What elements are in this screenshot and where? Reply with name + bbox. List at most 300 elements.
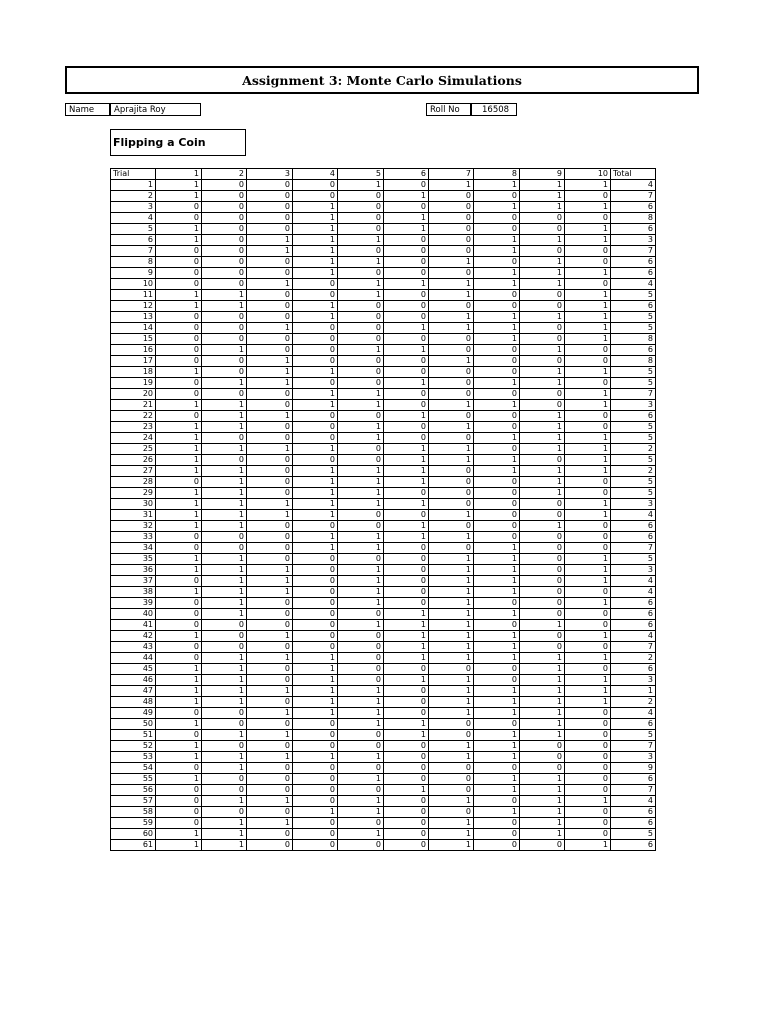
- flip-cell: 0: [247, 829, 293, 840]
- flip-cell: 1: [429, 400, 474, 411]
- flip-cell: 1: [565, 598, 611, 609]
- flip-cell: 0: [202, 543, 247, 554]
- flip-cell: 0: [247, 213, 293, 224]
- flip-cell: 1: [338, 708, 384, 719]
- flip-cell: 1: [565, 510, 611, 521]
- flip-cell: 1: [247, 510, 293, 521]
- trial-number-cell: 18: [111, 367, 156, 378]
- flip-cell: 1: [565, 202, 611, 213]
- flip-cell: 1: [338, 620, 384, 631]
- flip-cell: 1: [474, 631, 520, 642]
- flip-cell: 1: [202, 576, 247, 587]
- trial-number-cell: 42: [111, 631, 156, 642]
- table-row: [111, 312, 656, 323]
- total-cell: 5: [611, 433, 656, 444]
- flip-cell: 0: [293, 763, 338, 774]
- flip-cell: 1: [156, 400, 202, 411]
- flip-cell: 1: [202, 609, 247, 620]
- header-flip-4: 4: [293, 169, 338, 180]
- flip-cell: 1: [474, 565, 520, 576]
- total-cell: 6: [611, 818, 656, 829]
- flip-cell: 1: [384, 785, 429, 796]
- flip-cell: 0: [293, 719, 338, 730]
- flip-cell: 1: [429, 576, 474, 587]
- total-cell: 5: [611, 422, 656, 433]
- flip-cell: 0: [338, 334, 384, 345]
- name-label: Name: [65, 103, 110, 116]
- table-row: [111, 378, 656, 389]
- flip-cell: 0: [247, 642, 293, 653]
- flip-cell: 0: [384, 840, 429, 851]
- flip-cell: 0: [293, 378, 338, 389]
- flip-cell: 1: [474, 400, 520, 411]
- flip-cell: 0: [338, 411, 384, 422]
- flip-cell: 1: [429, 565, 474, 576]
- total-cell: 5: [611, 290, 656, 301]
- flip-cell: 1: [338, 697, 384, 708]
- flip-cell: 0: [156, 378, 202, 389]
- flip-cell: 0: [247, 521, 293, 532]
- flip-cell: 1: [156, 191, 202, 202]
- flip-cell: 1: [338, 576, 384, 587]
- flip-cell: 1: [565, 631, 611, 642]
- header-flip-10: 10: [565, 169, 611, 180]
- flip-cell: 0: [202, 323, 247, 334]
- flip-cell: 1: [520, 268, 565, 279]
- flip-cell: 1: [520, 312, 565, 323]
- flip-cell: 1: [474, 554, 520, 565]
- flip-cell: 1: [565, 334, 611, 345]
- flip-cell: 0: [565, 345, 611, 356]
- flip-cell: 0: [293, 180, 338, 191]
- flip-cell: 0: [384, 268, 429, 279]
- flip-cell: 1: [520, 620, 565, 631]
- total-cell: 5: [611, 312, 656, 323]
- table-row: [111, 565, 656, 576]
- flip-cell: 1: [338, 719, 384, 730]
- flip-cell: 0: [565, 774, 611, 785]
- total-cell: 6: [611, 224, 656, 235]
- flip-cell: 0: [474, 477, 520, 488]
- flip-cell: 0: [429, 345, 474, 356]
- flip-cell: 1: [338, 279, 384, 290]
- table-row: [111, 774, 656, 785]
- flip-cell: 1: [520, 686, 565, 697]
- flip-cell: 0: [474, 290, 520, 301]
- flip-cell: 1: [293, 444, 338, 455]
- flip-cell: 0: [156, 532, 202, 543]
- table-row: [111, 323, 656, 334]
- flip-cell: 0: [474, 521, 520, 532]
- flip-cell: 0: [429, 488, 474, 499]
- flip-cell: 1: [520, 675, 565, 686]
- flip-cell: 0: [156, 609, 202, 620]
- flip-cell: 0: [474, 224, 520, 235]
- trial-number-cell: 4: [111, 213, 156, 224]
- flip-cell: 0: [384, 598, 429, 609]
- flip-cell: 0: [384, 763, 429, 774]
- table-row: [111, 224, 656, 235]
- flip-cell: 0: [565, 477, 611, 488]
- flip-cell: 1: [384, 631, 429, 642]
- trial-number-cell: 30: [111, 499, 156, 510]
- flip-cell: 1: [384, 521, 429, 532]
- flip-cell: 0: [384, 565, 429, 576]
- flip-cell: 1: [565, 400, 611, 411]
- flip-cell: 1: [384, 411, 429, 422]
- flip-cell: 0: [565, 587, 611, 598]
- flip-cell: 1: [565, 499, 611, 510]
- flip-cell: 1: [156, 840, 202, 851]
- trial-number-cell: 43: [111, 642, 156, 653]
- table-row: [111, 290, 656, 301]
- flip-cell: 1: [384, 323, 429, 334]
- flip-cell: 1: [202, 345, 247, 356]
- flip-cell: 1: [429, 741, 474, 752]
- flip-cell: 0: [384, 334, 429, 345]
- table-row: [111, 477, 656, 488]
- flip-cell: 0: [338, 818, 384, 829]
- trial-number-cell: 36: [111, 565, 156, 576]
- table-row: [111, 301, 656, 312]
- trial-number-cell: 61: [111, 840, 156, 851]
- flip-cell: 0: [520, 213, 565, 224]
- flip-cell: 1: [338, 180, 384, 191]
- flip-cell: 1: [565, 686, 611, 697]
- flip-cell: 1: [520, 191, 565, 202]
- flip-cell: 0: [293, 356, 338, 367]
- flip-cell: 1: [384, 224, 429, 235]
- flip-cell: 1: [429, 829, 474, 840]
- flip-cell: 0: [202, 620, 247, 631]
- flip-cell: 0: [429, 191, 474, 202]
- table-row: [111, 422, 656, 433]
- flip-cell: 0: [429, 202, 474, 213]
- flip-cell: 0: [338, 642, 384, 653]
- flip-cell: 0: [293, 279, 338, 290]
- trial-number-cell: 14: [111, 323, 156, 334]
- flip-cell: 0: [520, 752, 565, 763]
- flip-cell: 0: [384, 202, 429, 213]
- flip-cell: 0: [247, 664, 293, 675]
- flip-cell: 0: [247, 620, 293, 631]
- flip-cell: 1: [429, 620, 474, 631]
- trial-number-cell: 31: [111, 510, 156, 521]
- flip-cell: 1: [474, 202, 520, 213]
- flip-cell: 0: [338, 653, 384, 664]
- table-row: [111, 664, 656, 675]
- flip-cell: 0: [520, 763, 565, 774]
- total-cell: 7: [611, 389, 656, 400]
- flip-cell: 1: [565, 675, 611, 686]
- flip-cell: 0: [247, 477, 293, 488]
- flip-cell: 0: [520, 301, 565, 312]
- flip-cell: 1: [156, 488, 202, 499]
- flip-cell: 0: [384, 587, 429, 598]
- table-row: [111, 609, 656, 620]
- trial-number-cell: 10: [111, 279, 156, 290]
- flip-cell: 1: [474, 686, 520, 697]
- trial-number-cell: 26: [111, 455, 156, 466]
- flip-cell: 0: [156, 213, 202, 224]
- flip-cell: 1: [247, 323, 293, 334]
- flip-cell: 1: [520, 807, 565, 818]
- total-cell: 6: [611, 609, 656, 620]
- flip-cell: 0: [247, 257, 293, 268]
- flip-cell: 0: [247, 774, 293, 785]
- flip-cell: 0: [293, 829, 338, 840]
- table-row: [111, 257, 656, 268]
- total-cell: 6: [611, 719, 656, 730]
- flip-cell: 1: [520, 202, 565, 213]
- flip-cell: 0: [520, 543, 565, 554]
- flip-cell: 1: [429, 510, 474, 521]
- total-cell: 3: [611, 400, 656, 411]
- flip-cell: 1: [520, 818, 565, 829]
- total-cell: 6: [611, 411, 656, 422]
- flip-cell: 0: [293, 323, 338, 334]
- flip-cell: 0: [247, 312, 293, 323]
- flip-cell: 1: [247, 378, 293, 389]
- flip-cell: 0: [384, 807, 429, 818]
- flip-cell: 1: [474, 543, 520, 554]
- flip-cell: 1: [156, 554, 202, 565]
- flip-cell: 0: [384, 257, 429, 268]
- flip-cell: 0: [338, 840, 384, 851]
- flip-cell: 1: [384, 455, 429, 466]
- flip-cell: 1: [156, 587, 202, 598]
- flip-cell: 0: [247, 598, 293, 609]
- flip-cell: 0: [520, 642, 565, 653]
- name-value-field[interactable]: Aprajita Roy: [110, 103, 201, 116]
- flip-cell: 1: [293, 686, 338, 697]
- flip-cell: 1: [338, 345, 384, 356]
- flip-cell: 0: [202, 455, 247, 466]
- flip-cell: 0: [565, 609, 611, 620]
- table-row: [111, 796, 656, 807]
- flip-cell: 0: [247, 697, 293, 708]
- flip-cell: 0: [565, 213, 611, 224]
- flip-cell: 1: [520, 653, 565, 664]
- flip-cell: 1: [293, 664, 338, 675]
- flip-cell: 1: [429, 444, 474, 455]
- flip-cell: 1: [520, 785, 565, 796]
- total-cell: 4: [611, 510, 656, 521]
- flip-cell: 0: [156, 653, 202, 664]
- flip-cell: 1: [565, 389, 611, 400]
- flip-cell: 0: [156, 279, 202, 290]
- flip-cell: 1: [338, 532, 384, 543]
- flip-cell: 1: [293, 367, 338, 378]
- flip-cell: 0: [474, 213, 520, 224]
- flip-cell: 0: [384, 752, 429, 763]
- flip-cell: 0: [429, 807, 474, 818]
- flip-cell: 1: [384, 609, 429, 620]
- roll-no-value-field[interactable]: 16508: [471, 103, 517, 116]
- flip-cell: 1: [384, 279, 429, 290]
- flip-cell: 1: [293, 708, 338, 719]
- coin-flip-table: [110, 168, 656, 851]
- flip-cell: 0: [338, 378, 384, 389]
- flip-cell: 0: [247, 719, 293, 730]
- flip-cell: 0: [247, 609, 293, 620]
- flip-cell: 0: [474, 488, 520, 499]
- flip-cell: 0: [429, 411, 474, 422]
- flip-cell: 0: [429, 499, 474, 510]
- flip-cell: 1: [293, 312, 338, 323]
- total-cell: 2: [611, 697, 656, 708]
- flip-cell: 1: [202, 686, 247, 697]
- flip-cell: 0: [247, 400, 293, 411]
- flip-cell: 1: [520, 719, 565, 730]
- table-row: [111, 785, 656, 796]
- flip-cell: 1: [474, 378, 520, 389]
- flip-cell: 0: [338, 455, 384, 466]
- total-cell: 1: [611, 686, 656, 697]
- flip-cell: 1: [429, 554, 474, 565]
- flip-cell: 0: [520, 455, 565, 466]
- flip-cell: 1: [429, 290, 474, 301]
- header-flip-6: 6: [384, 169, 429, 180]
- table-row: [111, 741, 656, 752]
- flip-cell: 0: [474, 818, 520, 829]
- flip-cell: 1: [520, 444, 565, 455]
- total-cell: 3: [611, 565, 656, 576]
- flip-cell: 0: [474, 719, 520, 730]
- table-row: [111, 697, 656, 708]
- flip-cell: 0: [429, 543, 474, 554]
- total-cell: 4: [611, 796, 656, 807]
- flip-cell: 1: [429, 642, 474, 653]
- table-row: [111, 268, 656, 279]
- flip-cell: 1: [429, 279, 474, 290]
- flip-cell: 0: [429, 774, 474, 785]
- flip-cell: 1: [520, 829, 565, 840]
- total-cell: 7: [611, 642, 656, 653]
- flip-cell: 1: [202, 587, 247, 598]
- flip-cell: 1: [156, 719, 202, 730]
- total-cell: 6: [611, 257, 656, 268]
- flip-cell: 1: [202, 488, 247, 499]
- flip-cell: 1: [520, 257, 565, 268]
- flip-cell: 1: [202, 796, 247, 807]
- flip-cell: 0: [156, 642, 202, 653]
- flip-cell: 1: [202, 565, 247, 576]
- flip-cell: 1: [247, 411, 293, 422]
- flip-cell: 1: [565, 180, 611, 191]
- flip-cell: 1: [520, 367, 565, 378]
- flip-cell: 1: [520, 730, 565, 741]
- flip-cell: 0: [202, 246, 247, 257]
- flip-cell: 0: [429, 785, 474, 796]
- trial-number-cell: 32: [111, 521, 156, 532]
- flip-cell: 1: [338, 389, 384, 400]
- flip-cell: 0: [338, 323, 384, 334]
- flip-cell: 0: [384, 697, 429, 708]
- total-cell: 6: [611, 620, 656, 631]
- table-row: [111, 488, 656, 499]
- flip-cell: 0: [429, 719, 474, 730]
- header-flip-3: 3: [247, 169, 293, 180]
- flip-cell: 0: [384, 829, 429, 840]
- flip-cell: 1: [293, 807, 338, 818]
- table-row: [111, 246, 656, 257]
- flip-cell: 0: [338, 741, 384, 752]
- total-cell: 2: [611, 466, 656, 477]
- total-cell: 3: [611, 752, 656, 763]
- flip-cell: 0: [293, 290, 338, 301]
- table-row: [111, 807, 656, 818]
- flip-cell: 0: [247, 301, 293, 312]
- flip-cell: 1: [156, 466, 202, 477]
- flip-cell: 0: [520, 323, 565, 334]
- flip-cell: 1: [202, 444, 247, 455]
- flip-cell: 0: [156, 543, 202, 554]
- flip-cell: 0: [247, 334, 293, 345]
- flip-cell: 0: [293, 785, 338, 796]
- flip-cell: 0: [202, 389, 247, 400]
- flip-cell: 0: [293, 631, 338, 642]
- flip-cell: 0: [565, 246, 611, 257]
- flip-cell: 0: [384, 389, 429, 400]
- flip-cell: 1: [474, 246, 520, 257]
- trial-number-cell: 21: [111, 400, 156, 411]
- total-cell: 6: [611, 345, 656, 356]
- flip-cell: 1: [474, 785, 520, 796]
- flip-cell: 1: [474, 279, 520, 290]
- total-cell: 7: [611, 785, 656, 796]
- flip-cell: 1: [293, 235, 338, 246]
- total-cell: 7: [611, 741, 656, 752]
- total-cell: 7: [611, 543, 656, 554]
- flip-cell: 1: [429, 356, 474, 367]
- flip-cell: 0: [293, 411, 338, 422]
- header-flip-5: 5: [338, 169, 384, 180]
- flip-cell: 0: [202, 774, 247, 785]
- flip-cell: 0: [520, 290, 565, 301]
- flip-cell: 0: [520, 576, 565, 587]
- flip-cell: 1: [429, 752, 474, 763]
- flip-cell: 0: [520, 609, 565, 620]
- trial-number-cell: 1: [111, 180, 156, 191]
- flip-cell: 0: [384, 235, 429, 246]
- flip-cell: 0: [202, 532, 247, 543]
- total-cell: 5: [611, 455, 656, 466]
- flip-cell: 1: [565, 290, 611, 301]
- total-cell: 7: [611, 191, 656, 202]
- flip-cell: 1: [293, 488, 338, 499]
- flip-cell: 0: [293, 345, 338, 356]
- table-row: [111, 675, 656, 686]
- flip-cell: 1: [429, 587, 474, 598]
- flip-cell: 1: [156, 774, 202, 785]
- flip-cell: 0: [565, 279, 611, 290]
- flip-cell: 0: [338, 367, 384, 378]
- flip-cell: 1: [156, 455, 202, 466]
- total-cell: 5: [611, 378, 656, 389]
- flip-cell: 0: [338, 664, 384, 675]
- flip-cell: 1: [293, 499, 338, 510]
- table-row: [111, 631, 656, 642]
- flip-cell: 1: [202, 411, 247, 422]
- total-cell: 6: [611, 840, 656, 851]
- flip-cell: 1: [384, 730, 429, 741]
- flip-cell: 1: [384, 213, 429, 224]
- flip-cell: 1: [156, 521, 202, 532]
- flip-cell: 0: [565, 752, 611, 763]
- flip-cell: 0: [247, 488, 293, 499]
- total-cell: 6: [611, 268, 656, 279]
